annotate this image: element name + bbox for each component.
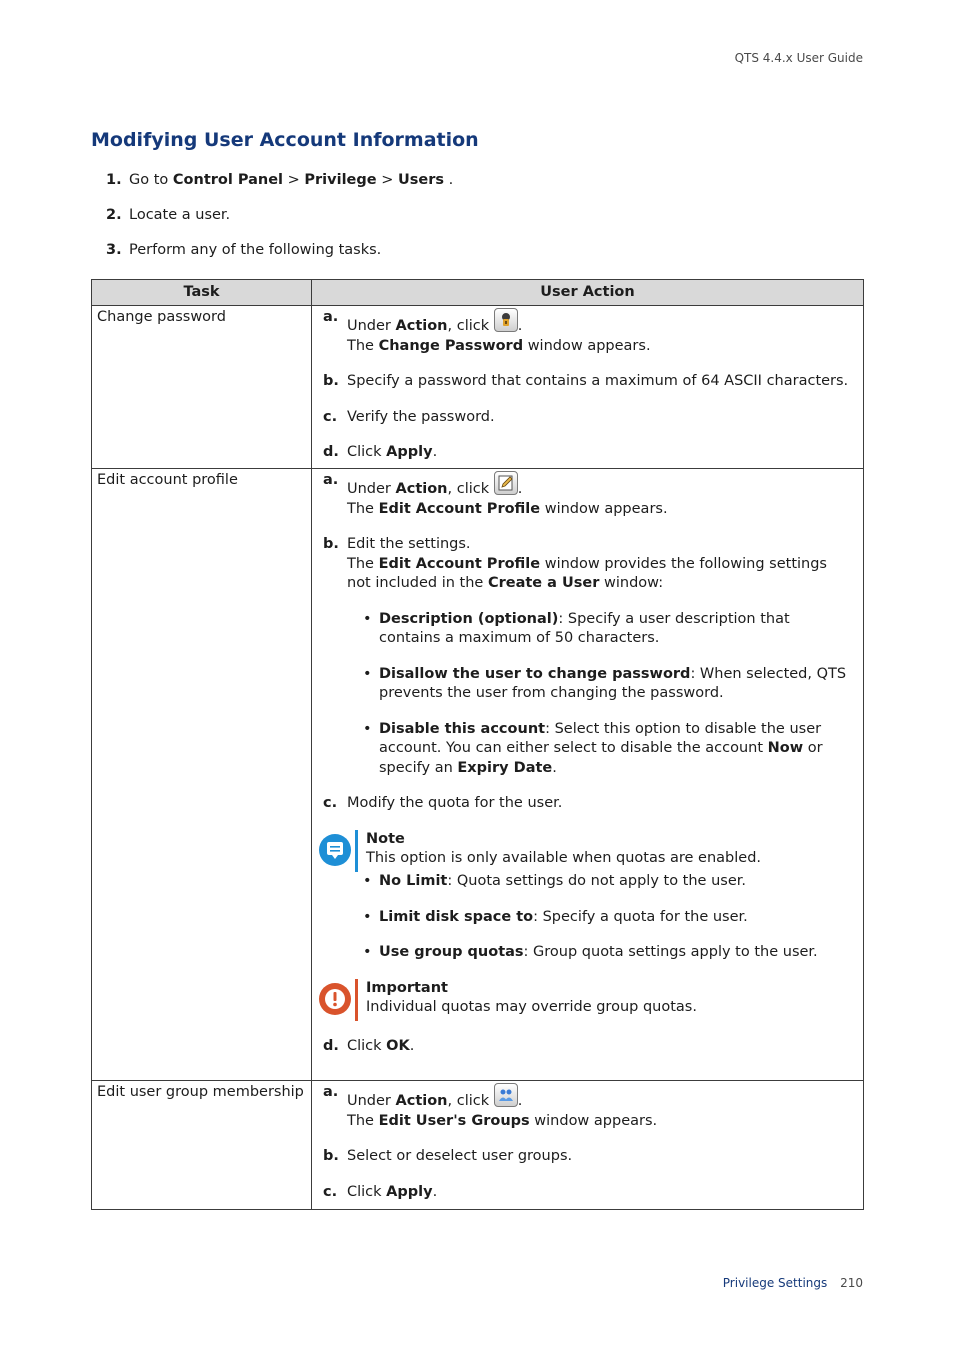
action-step: c. Click Apply. [323,1183,438,1200]
step-number: 1. [106,172,122,188]
task-cell: Edit user group membership [92,1081,312,1210]
action-step: b. Specify a password that contains a maximum of 64 ASCII characters. [323,373,849,389]
step-item [106,240,866,275]
action-step: a. Under Action, click . The Edit Account Profile window appears. [323,472,668,517]
note-text: This option is only available when quotas are enabled. [366,850,762,866]
list-item: • Limit disk space to: Specify a quota for the user. [363,908,748,925]
footer-section: Privilege Settings [722,1276,828,1290]
step-list [106,170,866,275]
task-cell: Edit account profile [92,469,312,1081]
section-title: Modifying User Account Information [91,129,479,151]
action-cell [312,1081,864,1210]
action-step: c. Modify the quota for the user. [323,795,563,811]
step-item [106,170,866,205]
edit-profile-icon [494,471,518,495]
important-title: Important [366,979,448,996]
list-item: • Disable this account: Select this option to disable the user account. You can either select to disable the account Now or specify an Expiry Date. [363,720,823,776]
step-item [106,205,866,240]
action-step: c. Verify the password. [323,408,495,425]
column-header-action: User Action [312,280,864,306]
list-item: • Disallow the user to change password: When selected, QTS prevents the user from changing the password. [363,665,847,701]
list-item: • No Limit: Quota settings do not apply to the user. [363,873,746,889]
action-step: b. Edit the settings. The Edit Account Profile window provides the following settings not included in the Create a User window: • Description (optional): Specify a user description that contains a maximum of 50 characters. • Disallow the user to change password: When selected, QTS prevents the user from changing the password. • Disable this account: Select this option to disable the user account. You can either select to disable the account Now or specify an Expiry Date. [323,535,851,778]
step-number: 2. [106,207,122,223]
list-item: • Description (optional): Specify a user description that contains a maximum of 50 characters. [363,610,790,646]
page-footer [723,1276,863,1290]
step-text: Go to Control Panel > Privilege > Users . [129,172,454,188]
guide-title: QTS 4.4.x User Guide [734,51,863,65]
action-step: b. Select or deselect user groups. [323,1148,573,1164]
task-cell: Change password [92,306,312,469]
task-table [91,279,864,1210]
important-icon [319,983,351,1015]
important-text: Individual quotas may override group quotas. [366,999,697,1015]
user-groups-icon [494,1083,518,1107]
table-header-row [92,280,864,306]
action-step: a. Under Action, click . The Edit User's Groups window appears. [323,1084,658,1129]
action-step: d. Click OK. [323,1038,415,1054]
note-title: Note [366,830,405,847]
table-row [92,469,864,1081]
table-row [92,1081,864,1210]
important-callout [319,979,851,1022]
key-lock-icon [494,308,518,332]
action-cell [312,469,864,1081]
page-number: 210 [840,1276,863,1290]
action-step: d. Click Apply. [323,444,438,460]
note-callout [319,830,851,873]
table-row [92,306,864,469]
action-step: a. Under Action, click . The Change Password window appears. [323,309,651,354]
action-cell [312,306,864,469]
step-number: 3. [106,242,122,258]
note-icon [319,834,351,866]
list-item: • Use group quotas: Group quota settings apply to the user. [363,944,818,960]
step-text: Locate a user. [129,207,231,223]
step-text: Perform any of the following tasks. [129,242,382,258]
column-header-task: Task [92,280,312,306]
